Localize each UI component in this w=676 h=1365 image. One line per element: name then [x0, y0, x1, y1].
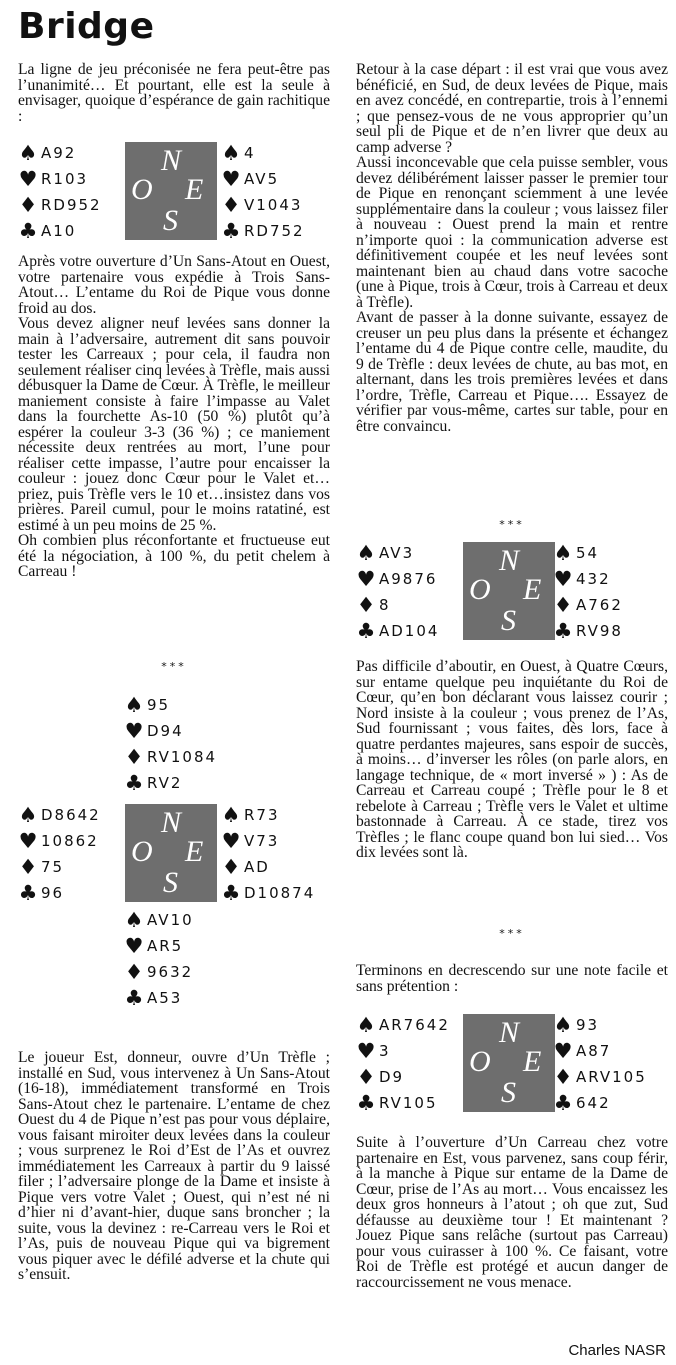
hand-row-club [18, 218, 102, 244]
club-icon: ♣ [356, 619, 376, 643]
compass-north: N [161, 144, 182, 177]
hand-row-club [553, 618, 623, 644]
club-icon: ♣ [553, 619, 573, 643]
compass-north: N [161, 806, 182, 839]
left-body-2 [18, 1050, 330, 1283]
cards-spade: A92 [41, 144, 77, 162]
hand-row-diamond [356, 1064, 450, 1090]
diamond-icon: ♦ [124, 960, 144, 984]
compass-south: S [501, 1076, 516, 1109]
diamond-icon: ♦ [553, 593, 573, 617]
club-icon: ♣ [124, 771, 144, 795]
compass-east: E [523, 1045, 542, 1078]
hand-row-club [356, 618, 439, 644]
diamond-icon: ♦ [18, 855, 38, 879]
diamond-icon: ♦ [124, 745, 144, 769]
hand-row-club [221, 218, 305, 244]
cards-club: RV98 [576, 622, 623, 640]
hand-row-heart [124, 933, 194, 959]
cards-diamond: RD952 [41, 196, 102, 214]
paragraph: La ligne de jeu préconisée ne fera peut-être pas l’unanimité… Et pourtant, elle est la seule à envisager, quoique d’espérance de gain rachitique : [18, 61, 330, 125]
compass-box [463, 1014, 555, 1112]
spade-icon: ♠ [18, 141, 38, 165]
cards-diamond: 75 [41, 858, 65, 876]
cards-heart: AR5 [147, 937, 184, 955]
hand-row-heart [553, 566, 623, 592]
north-hand [124, 692, 217, 796]
spade-icon: ♠ [356, 541, 376, 565]
hand-row-spade [124, 692, 217, 718]
compass-east: E [185, 173, 204, 206]
cards-diamond: V1043 [244, 196, 303, 214]
compass-south: S [163, 866, 178, 899]
cards-spade: R73 [244, 806, 280, 824]
paragraph: Pas difficile d’aboutir, en Ouest, à Quatre Cœurs, sur entame quelque peu inquiétante du Roi de Cœur, qu’en bon déclarant vous laissez courir ; Nord insiste à la couleur ; vous prenez de l’As, Sud fournissant ; vous faites, dès lors, face à quatre perdantes majeures, sans espoir de succès, à moins… d’inverser les rôles (on parle alors, en langage technique, de « mort inversé » ) : As de Carreau et Carreau coupé ; Trèfle pour le 8 et rebelote à Carreau ; Trèfle vers le Valet et ultime bastonnade à Carreau. À ce stade, tirez vos Trèfles ; le flanc coupe quand bon lui sied… Vos dix levées sont là. [356, 658, 668, 861]
hand-row-diamond [553, 592, 623, 618]
cards-heart: 432 [576, 570, 611, 588]
paragraph: Après votre ouverture d’Un Sans-Atout en Ouest, votre partenaire vous expédie à Trois Sans-Atout… L’entame du Roi de Pique vous donne froid au dos. [18, 253, 330, 317]
cards-heart: D94 [147, 722, 184, 740]
hand-row-spade [221, 140, 305, 166]
separator: *** [161, 660, 187, 673]
hand-row-diamond [18, 854, 101, 880]
hand-row-diamond [356, 592, 439, 618]
cards-heart: AV5 [244, 170, 280, 188]
page-title: Bridge [18, 6, 155, 47]
spade-icon: ♠ [18, 803, 38, 827]
spade-icon: ♠ [124, 693, 144, 717]
heart-icon: ♥ [356, 1039, 376, 1063]
compass-box [125, 804, 217, 902]
spade-icon: ♠ [221, 141, 241, 165]
diamond-icon: ♦ [356, 593, 376, 617]
compass-east: E [523, 573, 542, 606]
hand-row-heart [18, 166, 102, 192]
cards-club: A53 [147, 989, 183, 1007]
author-signature: Charles NASR [568, 1342, 666, 1359]
hand-row-heart [553, 1038, 647, 1064]
compass-north: N [499, 544, 520, 577]
cards-heart: R103 [41, 170, 89, 188]
right-body-2 [356, 659, 668, 861]
heart-icon: ♥ [124, 719, 144, 743]
cards-club: RV105 [379, 1094, 438, 1112]
diamond-icon: ♦ [18, 193, 38, 217]
hand-row-heart [221, 828, 315, 854]
cards-spade: AR7642 [379, 1016, 450, 1034]
cards-diamond: A762 [576, 596, 623, 614]
hand-row-club [221, 880, 315, 906]
diamond-icon: ♦ [221, 855, 241, 879]
cards-heart: V73 [244, 832, 280, 850]
club-icon: ♣ [18, 881, 38, 905]
compass-box [463, 542, 555, 640]
west-hand [18, 802, 101, 906]
cards-diamond: AD [244, 858, 270, 876]
paragraph: Suite à l’ouverture d’Un Carreau chez votre partenaire en Est, vous parvenez, sans coup férir, à la manche à Pique sur entame de la Dame de Cœur, prise de l’As au mort… Vous encaissez les deux gros honneurs à l’atout ; oh que zut, Sud défausse au deuxième tour ! Et maintenant ? Jouez Pique sans relâche (surtout pas Carreau) pour vous cuirasser à 100 %. Ce faisant, votre Roi de Trèfle est protégé et aucun danger de raccourcissement ne vous menace. [356, 1134, 668, 1291]
compass-south: S [501, 604, 516, 637]
east-hand [553, 1012, 647, 1116]
cards-diamond: 8 [379, 596, 391, 614]
spade-icon: ♠ [124, 908, 144, 932]
hand-row-spade [124, 907, 194, 933]
west-hand [356, 1012, 450, 1116]
hand-row-heart [221, 166, 305, 192]
compass-box [125, 142, 217, 240]
hand-row-spade [553, 540, 623, 566]
right-body-4 [356, 1135, 668, 1290]
compass-west: O [469, 573, 491, 606]
cards-spade: 93 [576, 1016, 600, 1034]
club-icon: ♣ [356, 1091, 376, 1115]
club-icon: ♣ [221, 881, 241, 905]
paragraph: Vous devez aligner neuf levées sans donner la main à l’adversaire, autrement dit sans pouvoir tester les Carreaux ; pour cela, il faudra non seulement réaliser cinq levées à Trèfle, mais aussi débusquer la Dame de Cœur. À Trèfle, le meilleur maniement consiste à faire l’impasse au Valet dans la fourchette As-10 (50 %) plutôt qu’à espérer la couleur 3-3 (36 %) ; ce maniement nécessite deux rentrées au mort, l’une pour réaliser cette impasse, l’autre pour encaisser la couleur : jouez donc Cœur pour le Valet et…priez, puis Trèfle vers le 10 et…insistez dans vos prières. Pareil cumul, pour le moins ratatiné, est estimé à un peu moins de 25 %. [18, 315, 330, 534]
east-hand [553, 540, 623, 644]
east-hand [221, 140, 305, 244]
club-icon: ♣ [18, 219, 38, 243]
hand-row-club [356, 1090, 450, 1116]
cards-heart: A87 [576, 1042, 612, 1060]
diamond-icon: ♦ [221, 193, 241, 217]
heart-icon: ♥ [221, 829, 241, 853]
spade-icon: ♠ [221, 803, 241, 827]
cards-club: RD752 [244, 222, 305, 240]
cards-diamond: RV1084 [147, 748, 218, 766]
hand-row-diamond [18, 192, 102, 218]
cards-club: 642 [576, 1094, 611, 1112]
hand-row-club [124, 770, 217, 796]
paragraph: Terminons en decrescendo sur une note facile et sans prétention : [356, 962, 668, 995]
spade-icon: ♠ [356, 1013, 376, 1037]
cards-club: AD104 [379, 622, 440, 640]
west-hand [356, 540, 439, 644]
cards-diamond: D9 [379, 1068, 405, 1086]
compass-west: O [469, 1045, 491, 1078]
right-body-1 [356, 62, 668, 434]
separator: *** [499, 518, 525, 531]
hand-row-spade [356, 1012, 450, 1038]
hand-row-club [18, 880, 101, 906]
paragraph: Le joueur Est, donneur, ouvre d’Un Trèfle ; installé en Sud, vous intervenez à Un Sans-Atout (16-18), immédiatement transformé en Trois Sans-Atout chez le partenaire. L’entame de chez Ouest du 4 de Pique n’est pas pour vous déplaire, vous faisant miroiter deux levées dans la couleur ; vous surprenez le Roi d’Est de l’As et ouvrez immédiatement les Carreaux à partir du 9 laissé filer ; l’adversaire plonge de la Dame et insiste à Pique vers votre Valet ; Ouest, qui n’est né ni d’hier ni d’avant-hier, duque sans broncher ; la suite, vous la devinez : re-Carreau vers le Roi et l’As, puis de nouveau Pique qui va bigrement vous piquer avec le défilé adverse et la chute qui s’ensuit. [18, 1049, 330, 1283]
cards-club: RV2 [147, 774, 183, 792]
heart-icon: ♥ [356, 567, 376, 591]
east-hand [221, 802, 315, 906]
heart-icon: ♥ [124, 934, 144, 958]
hand-row-spade [553, 1012, 647, 1038]
heart-icon: ♥ [553, 1039, 573, 1063]
heart-icon: ♥ [221, 167, 241, 191]
cards-club: 96 [41, 884, 65, 902]
spade-icon: ♠ [553, 1013, 573, 1037]
cards-club: D10874 [244, 884, 316, 902]
cards-spade: D8642 [41, 806, 101, 824]
separator: *** [499, 927, 525, 940]
compass-west: O [131, 835, 153, 868]
cards-club: A10 [41, 222, 77, 240]
hand-row-heart [124, 718, 217, 744]
compass-west: O [131, 173, 153, 206]
compass-north: N [499, 1016, 520, 1049]
hand-row-club [553, 1090, 647, 1116]
hand-row-heart [18, 828, 101, 854]
cards-spade: 95 [147, 696, 171, 714]
paragraph: Retour à la case départ : il est vrai que vous avez bénéficié, en Sud, de deux levées de Pique, mais en avez concédé, en contrepartie, trois à l’ennemi ; que pensez-vous de ne vous approprier qu’un seul pli de Pique et de n’en livrer que deux au camp adverse ? [356, 61, 668, 156]
heart-icon: ♥ [553, 567, 573, 591]
west-hand [18, 140, 102, 244]
spade-icon: ♠ [553, 541, 573, 565]
club-icon: ♣ [124, 986, 144, 1010]
left-body-1 [18, 254, 330, 580]
hand-row-diamond [221, 854, 315, 880]
paragraph: Aussi inconcevable que cela puisse sembler, vous devez délibérément laisser passer le premier tour de Pique en renonçant sciemment à une levée supplémentaire dans la couleur ; vous laissez filer à nouveau : Ouest prend la main et rentre n’importe quoi : la communication adverse est définitivement coupée et les neuf levées sont maintenant bien au chaud dans votre sacoche (une à Pique, trois à Cœur, trois à Carreau et deux à Trèfle). [356, 154, 668, 311]
hand-row-spade [356, 540, 439, 566]
heart-icon: ♥ [18, 167, 38, 191]
cards-diamond: ARV105 [576, 1068, 647, 1086]
hand-row-club [124, 985, 194, 1011]
cards-spade: 4 [244, 144, 256, 162]
heart-icon: ♥ [18, 829, 38, 853]
hand-row-diamond [124, 959, 194, 985]
cards-spade: AV3 [379, 544, 415, 562]
cards-heart: 3 [379, 1042, 391, 1060]
compass-east: E [185, 835, 204, 868]
hand-row-spade [18, 140, 102, 166]
hand-row-diamond [553, 1064, 647, 1090]
diamond-icon: ♦ [356, 1065, 376, 1089]
hand-row-spade [18, 802, 101, 828]
cards-heart: A9876 [379, 570, 438, 588]
cards-heart: 10862 [41, 832, 99, 850]
diamond-icon: ♦ [553, 1065, 573, 1089]
hand-row-heart [356, 1038, 450, 1064]
club-icon: ♣ [553, 1091, 573, 1115]
hand-row-diamond [124, 744, 217, 770]
cards-spade: 54 [576, 544, 600, 562]
hand-row-spade [221, 802, 315, 828]
paragraph: Oh combien plus réconfortante et fructueuse eut été la négociation, à 100 %, du petit chelem à Carreau ! [18, 532, 330, 580]
hand-row-diamond [221, 192, 305, 218]
compass-south: S [163, 204, 178, 237]
cards-diamond: 9632 [147, 963, 194, 981]
right-body-3 [356, 963, 668, 994]
left-intro [18, 62, 330, 124]
hand-row-heart [356, 566, 439, 592]
club-icon: ♣ [221, 219, 241, 243]
paragraph: Avant de passer à la donne suivante, essayez de creuser un peu plus dans la présente et échangez l’entame du 4 de Pique contre celle, maudite, du 9 de Trèfle : deux levées de chute, au bas mot, en alternant, dans les trois premières levées et dans l’ordre, Trèfle, Carreau et Pique…. Essayez de vérifier par vous-même, cartes sur table, pour en être convaincu. [356, 309, 668, 435]
south-hand [124, 907, 194, 1011]
cards-spade: AV10 [147, 911, 194, 929]
